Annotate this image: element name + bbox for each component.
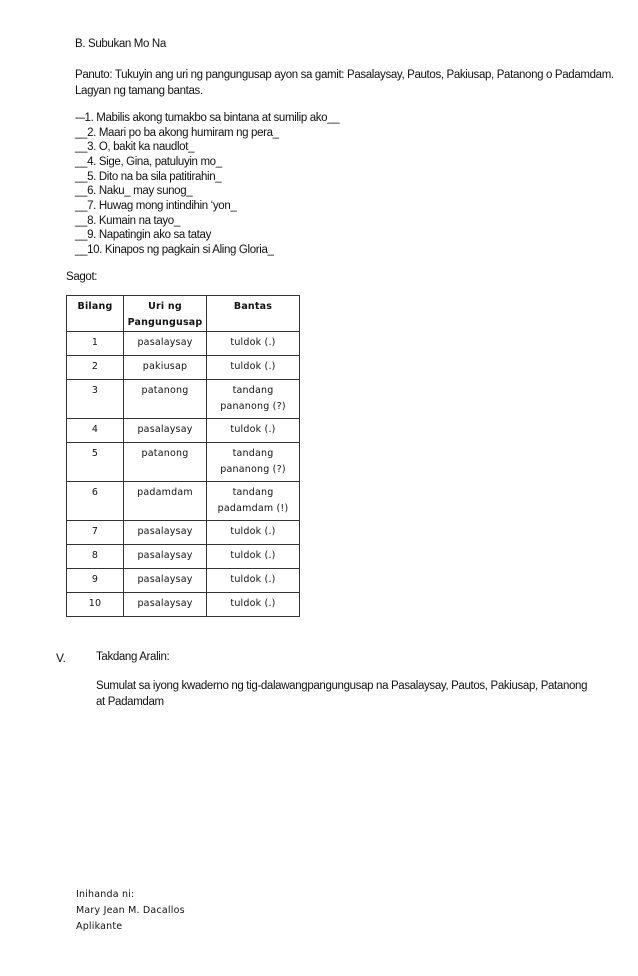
author-role: Aplikante <box>76 921 123 932</box>
cell-bilang: 8 <box>67 545 124 569</box>
section-b-title: B. Subukan Mo Na <box>75 38 166 50</box>
cell-bilang: 9 <box>67 569 124 593</box>
header-uri: Uri ng Pangungusap <box>124 296 207 332</box>
table-row <box>67 419 300 443</box>
cell-bilang: 1 <box>67 332 124 356</box>
cell-bilang: 10 <box>67 593 124 617</box>
cell-bantas: tuldok (.) <box>207 545 300 569</box>
cell-bilang: 7 <box>67 521 124 545</box>
prepared-by-footer <box>76 887 185 935</box>
cell-uri: pasalaysay <box>124 569 207 593</box>
cell-bantas: tuldok (.) <box>207 356 300 380</box>
table-row <box>67 443 300 482</box>
cell-uri: pasalaysay <box>124 593 207 617</box>
prepared-by-label: Inihanda ni: <box>76 889 135 900</box>
sagot-label: Sagot: <box>66 271 98 283</box>
cell-bantas: tuldok (.) <box>207 419 300 443</box>
cell-bilang: 3 <box>67 380 124 419</box>
table-row <box>67 482 300 521</box>
panuto-line-2: Lagyan ng tamang bantas. <box>75 85 203 97</box>
table-row <box>67 380 300 419</box>
cell-bantas: tuldok (.) <box>207 593 300 617</box>
cell-uri: patanong <box>124 443 207 482</box>
cell-uri: patanong <box>124 380 207 419</box>
table-row <box>67 521 300 545</box>
cell-bantas: tandang pananong (?) <box>207 443 300 482</box>
exercise-item: __5. Dito na ba sila patitirahin_ <box>75 170 222 183</box>
table-header-row <box>67 296 300 332</box>
exercise-item: __3. O, bakit ka naudlot_ <box>75 141 195 154</box>
exercise-item: __8. Kumain na tayo_ <box>75 214 180 227</box>
table-row <box>67 545 300 569</box>
cell-bantas: tandang pananong (?) <box>207 380 300 419</box>
section-v-number: V. <box>56 651 66 665</box>
table-row <box>67 569 300 593</box>
cell-bilang: 2 <box>67 356 124 380</box>
exercise-item: __4. Sige, Gina, patuluyin mo_ <box>75 155 222 168</box>
author-name: Mary Jean M. Dacallos <box>76 905 185 916</box>
exercise-item: __9. Napatingin ako sa tatay <box>75 229 211 242</box>
header-bilang: Bilang <box>67 296 124 332</box>
panuto-line-1: Panuto: Tukuyin ang uri ng pangungusap ayon sa gamit: Pasalaysay, Pautos, Pakiusap, Patanong o Padamdam. <box>75 69 614 81</box>
table-row <box>67 332 300 356</box>
cell-bantas: tuldok (.) <box>207 332 300 356</box>
cell-bantas: tandang padamdam (!) <box>207 482 300 521</box>
exercise-item: __7. Huwag mong intindihin ‘yon_ <box>75 199 237 212</box>
cell-uri: pasalaysay <box>124 332 207 356</box>
cell-uri: pasalaysay <box>124 521 207 545</box>
takdang-aralin-body: Sumulat sa iyong kwaderno ng tig-dalawangpangungusap na Pasalaysay, Pautos, Pakiusap, Patanong at Padamdam <box>96 680 588 708</box>
section-v-title: Takdang Aralin: <box>96 651 170 663</box>
exercise-item: __10. Kinapos ng pagkain si Aling Gloria_ <box>75 243 274 256</box>
cell-uri: pasalaysay <box>124 419 207 443</box>
cell-bilang: 4 <box>67 419 124 443</box>
cell-bantas: tuldok (.) <box>207 521 300 545</box>
cell-uri: padamdam <box>124 482 207 521</box>
cell-bilang: 6 <box>67 482 124 521</box>
cell-uri: pasalaysay <box>124 545 207 569</box>
exercise-item: -–1. Mabilis akong tumakbo sa bintana at sumilip ako__ <box>75 112 340 124</box>
exercise-item: __6. Naku_ may sunog_ <box>75 185 193 198</box>
header-bantas: Bantas <box>207 296 300 332</box>
cell-bantas: tuldok (.) <box>207 569 300 593</box>
cell-uri: pakiusap <box>124 356 207 380</box>
exercise-item: __2. Maari po ba akong humiram ng pera_ <box>75 126 279 139</box>
exercise-items <box>75 111 339 258</box>
answer-table <box>66 295 300 617</box>
table-row <box>67 593 300 617</box>
table-row <box>67 356 300 380</box>
panuto-instructions <box>75 67 614 99</box>
cell-bilang: 5 <box>67 443 124 482</box>
